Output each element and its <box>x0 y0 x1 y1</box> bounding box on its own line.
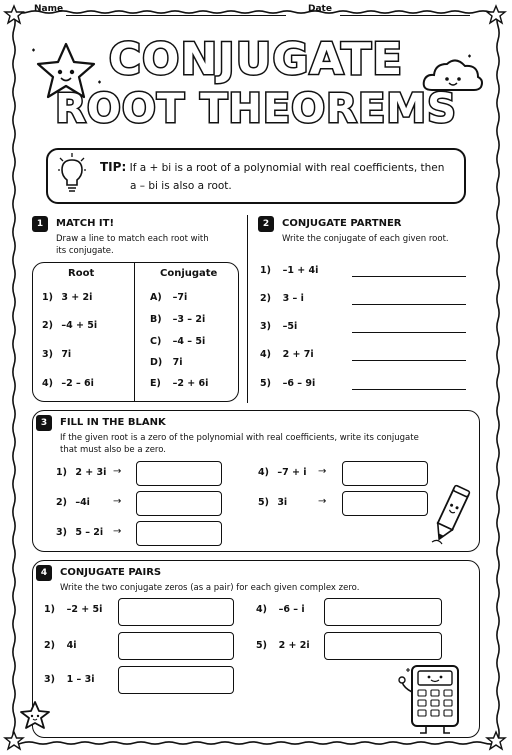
fill-item: 3) 5 – 2i <box>56 527 104 538</box>
arrow-icon: → <box>318 466 327 477</box>
tip-text-line1: If a + bi is a root of a polynomial with real coefficients, then <box>129 162 445 174</box>
section3-instruction-line1: If the given root is a zero of the polynomial with real coefficients, write its conjugate <box>60 433 419 443</box>
fill-item: 5) 3i <box>258 497 288 508</box>
match-conjugate-item[interactable]: D) 7i <box>150 357 183 368</box>
answer-box[interactable] <box>136 491 222 516</box>
match-root-item[interactable]: 3) 7i <box>42 349 72 360</box>
answer-box[interactable] <box>342 491 428 516</box>
answer-line[interactable] <box>352 360 466 361</box>
corner-star-icon <box>5 732 23 749</box>
section3-number-badge: 3 <box>36 415 52 431</box>
partner-item: 3) –5i <box>260 321 298 332</box>
answer-line[interactable] <box>352 304 466 305</box>
section3-instruction-line2: that must also be a zero. <box>60 445 166 455</box>
match-conjugate-item[interactable]: E) –2 + 6i <box>150 378 209 389</box>
answer-box[interactable] <box>118 598 234 626</box>
pair-item: 5) 2 + 2i <box>256 640 310 651</box>
arrow-icon: → <box>318 496 327 507</box>
pair-item: 3) 1 – 3i <box>44 674 95 685</box>
answer-box[interactable] <box>324 632 442 660</box>
conjugate-column-header: Conjugate <box>160 268 218 279</box>
name-label: Name <box>34 4 64 14</box>
partner-item: 5) –6 – 9i <box>260 378 316 389</box>
corner-star-icon <box>487 6 505 23</box>
section2-title: CONJUGATE PARTNER <box>282 218 402 229</box>
section1-instruction-line2: its conjugate. <box>56 246 114 256</box>
section1-title: MATCH IT! <box>56 218 115 229</box>
section4-title: CONJUGATE PAIRS <box>60 567 162 578</box>
date-line[interactable] <box>340 15 470 16</box>
partner-item: 4) 2 + 7i <box>260 349 314 360</box>
section1-instruction-line1: Draw a line to match each root with <box>56 234 209 244</box>
tip-text <box>100 158 450 195</box>
match-root-item[interactable]: 2) –4 + 5i <box>42 320 98 331</box>
section1-number-badge: 1 <box>32 216 48 232</box>
name-line[interactable] <box>66 15 286 16</box>
answer-line[interactable] <box>352 389 466 390</box>
section3-title: FILL IN THE BLANK <box>60 417 166 428</box>
section4-number-badge: 4 <box>36 565 52 581</box>
match-conjugate-item[interactable]: B) –3 – 2i <box>150 314 206 325</box>
fill-item: 2) –4i <box>56 497 90 508</box>
corner-star-icon <box>487 732 505 749</box>
partner-item: 1) –1 + 4i <box>260 265 319 276</box>
section2-instruction: Write the conjugate of each given root. <box>282 234 449 244</box>
lightbulb-icon <box>58 152 86 196</box>
pair-item: 2) 4i <box>44 640 77 651</box>
fill-item: 1) 2 + 3i <box>56 467 107 478</box>
arrow-icon: → <box>113 466 122 477</box>
match-divider <box>134 262 135 402</box>
answer-line[interactable] <box>352 276 466 277</box>
section-separator <box>247 215 248 403</box>
corner-star-icon <box>5 6 23 23</box>
answer-box[interactable] <box>136 461 222 486</box>
root-column-header: Root <box>68 268 95 279</box>
match-root-item[interactable]: 1) 3 + 2i <box>42 292 93 303</box>
match-conjugate-item[interactable]: A) –7i <box>150 292 188 303</box>
match-conjugate-item[interactable]: C) –4 – 5i <box>150 336 206 347</box>
answer-line[interactable] <box>352 332 466 333</box>
date-label: Date <box>308 4 332 14</box>
answer-box[interactable] <box>118 632 234 660</box>
answer-box[interactable] <box>118 666 234 694</box>
small-star-icon <box>18 700 52 732</box>
page-title-line2: ROOT THEOREMS <box>55 86 457 132</box>
smiling-pencil-icon <box>428 484 474 548</box>
fill-item: 4) –7 + i <box>258 467 307 478</box>
arrow-icon: → <box>113 496 122 507</box>
tip-text-line2: a – bi is also a root. <box>130 180 232 192</box>
section1-instruction <box>56 233 209 257</box>
section2-number-badge: 2 <box>258 216 274 232</box>
pair-item: 1) –2 + 5i <box>44 604 103 615</box>
smiling-calculator-icon <box>398 662 468 736</box>
tip-label: TIP: <box>100 160 127 174</box>
answer-box[interactable] <box>324 598 442 626</box>
match-root-item[interactable]: 4) –2 – 6i <box>42 378 94 389</box>
answer-box[interactable] <box>136 521 222 546</box>
partner-item: 2) 3 – i <box>260 293 304 304</box>
arrow-icon: → <box>113 526 122 537</box>
pair-item: 4) –6 – i <box>256 604 305 615</box>
answer-box[interactable] <box>342 461 428 486</box>
page-title-line1: CONJUGATE <box>108 34 404 85</box>
section4-instruction: Write the two conjugate zeros (as a pair) for each given complex zero. <box>60 583 360 593</box>
section3-instruction <box>60 432 419 456</box>
